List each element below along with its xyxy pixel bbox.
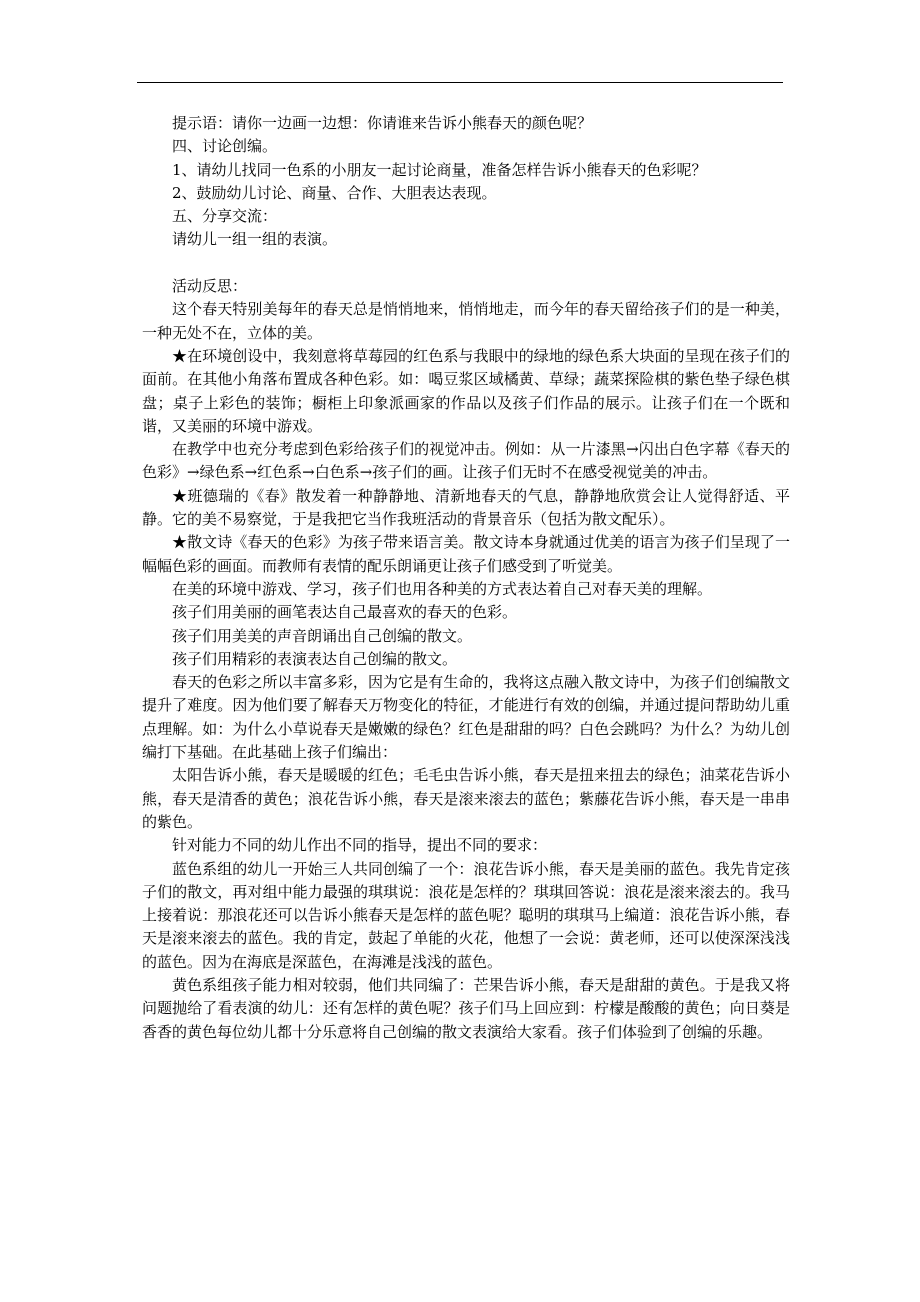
blank-line <box>142 252 790 275</box>
paragraph: 这个春天特别美每年的春天总是悄悄地来，悄悄地走，而今年的春天留给孩子们的是一种美，一种无处不在，立体的美。 <box>142 300 790 342</box>
paragraph: ★散文诗《春天的色彩》为孩子带来语言美。散文诗本身就通过优美的语言为孩子们呈现了一幅幅色彩的画面。而教师有表情的配乐朗诵更让孩子们感受到了听觉美。 <box>142 533 790 575</box>
section-heading-reflection: 活动反思： <box>172 277 248 296</box>
paragraph: 在教学中也充分考虑到色彩给孩子们的视觉冲击。例如：从一片漆黑→闪出白色字幕《春天的色彩》→绿色系→红色系→白色系→孩子们的画。让孩子们无时不在感受视觉美的冲击。 <box>142 440 790 482</box>
paragraph: 孩子们用美美的声音朗诵出自己创编的散文。 <box>172 626 473 645</box>
paragraph: 针对能力不同的幼儿作出不同的指导，提出不同的要求： <box>172 836 548 855</box>
section-heading-discussion: 四、讨论创编。 <box>172 137 278 156</box>
document-body <box>142 112 790 1044</box>
paragraph: ★在环境创设中，我刻意将草莓园的红色系与我眼中的绿地的绿色系大块面的呈现在孩子们的面前。在其他小角落布置成各种色彩。如：喝豆浆区域橘黄、草绿；蔬菜探险棋的紫色垫子绿色棋盘；桌子上彩色的装饰；橱柜上印象派画家的作品以及孩子们作品的展示。让孩子们在一个既和谐，又美丽的环境中游戏。 <box>142 346 790 435</box>
list-item: 2、鼓励幼儿讨论、商量、合作、大胆表达表现。 <box>172 183 497 202</box>
paragraph: ★班德瑞的《春》散发着一种静静地、清新地春天的气息，静静地欣赏会让人觉得舒适、平静。它的美不易察觉，于是我把它当作我班活动的背景音乐（包括为散文配乐）。 <box>142 486 790 529</box>
paragraph-prompt: 提示语：请你一边画一边想：你请谁来告诉小熊春天的颜色呢？ <box>172 114 593 132</box>
paragraph: 春天的色彩之所以丰富多彩，因为它是有生命的，我将这点融入散文诗中，为孩子们创编散文提升了难度。因为他们要了解春天万物变化的特征，才能进行有效的创编，并通过提问帮助幼儿重点理解。如：为什么小草说春天是嫩嫩的绿色？红色是甜甜的吗？白色会跳吗？为什么？为幼儿创编打下基础。在此基础上孩子们编出： <box>142 673 790 762</box>
paragraph: 请幼儿一组一组的表演。 <box>172 230 338 249</box>
paragraph: 太阳告诉小熊，春天是暖暖的红色；毛毛虫告诉小熊，春天是扭来扭去的绿色；油菜花告诉小熊，春天是清香的黄色；浪花告诉小熊，春天是滚来滚去的蓝色；紫藤花告诉小熊，春天是一串串的紫色。 <box>142 766 790 831</box>
paragraph: 黄色系组孩子能力相对较弱，他们共同编了：芒果告诉小熊，春天是甜甜的黄色。于是我又将问题抛给了看表演的幼儿：还有怎样的黄色呢？孩子们马上回应到：柠檬是酸酸的黄色；向日葵是香香的黄色每位幼儿都十分乐意将自己创编的散文表演给大家看。孩子们体验到了创编的乐趣。 <box>142 975 790 1041</box>
paragraph: 孩子们用精彩的表演表达自己创编的散文。 <box>172 649 458 668</box>
header-rule <box>137 82 783 83</box>
section-heading-sharing: 五、分享交流： <box>172 207 278 226</box>
list-item: 1、请幼儿找同一色系的小朋友一起讨论商量，准备怎样告诉小熊春天的色彩呢？ <box>172 160 707 179</box>
paragraph: 在美的环境中游戏、学习，孩子们也用各种美的方式表达着自己对春天美的理解。 <box>172 579 713 598</box>
paragraph: 孩子们用美丽的画笔表达自己最喜欢的春天的色彩。 <box>172 603 518 622</box>
paragraph: 蓝色系组的幼儿一开始三人共同创编了一个：浪花告诉小熊，春天是美丽的蓝色。我先肯定孩子们的散文，再对组中能力最强的琪琪说：浪花是怎样的？琪琪回答说：浪花是滚来滚去的。我马上接着说：那浪花还可以告诉小熊春天是怎样的蓝色呢？聪明的琪琪马上编道：浪花告诉小熊，春天是滚来滚去的蓝色。我的肯定，鼓起了单能的火花，他想了一会说：黄老师，还可以使深深浅浅的蓝色。因为在海底是深蓝色，在海滩是浅浅的蓝色。 <box>142 859 790 971</box>
